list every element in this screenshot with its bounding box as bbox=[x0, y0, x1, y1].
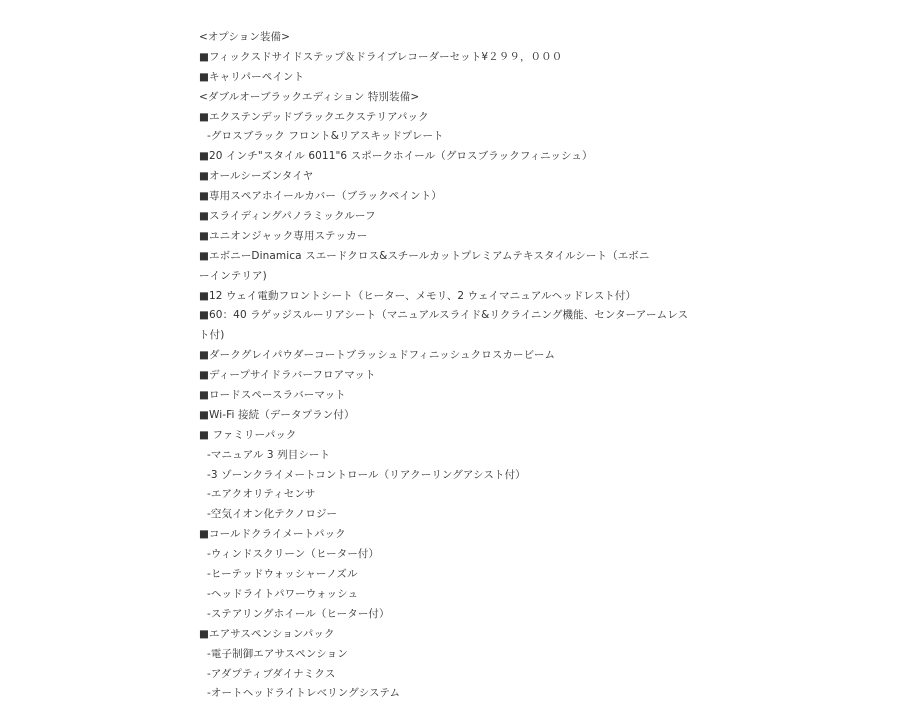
spec-sub-item: -マニュアル 3 列目シート bbox=[207, 448, 331, 461]
spec-sub-item: -エアクオリティセンサ bbox=[207, 488, 316, 501]
spec-sub-item: -グロスブラック フロント&リアスキッドプレート bbox=[207, 130, 444, 143]
spec-line: ■キャリパーペイント bbox=[199, 70, 305, 83]
spec-line: ■オールシーズンタイヤ bbox=[199, 170, 314, 183]
spec-line: ■フィックスドサイドステップ＆ドライブレコーダーセット¥２９９，０００ bbox=[199, 50, 563, 63]
spec-line: ■ロードスペースラバーマット bbox=[199, 389, 346, 402]
spec-line: ーインテリア) bbox=[199, 269, 267, 282]
spec-line: ■ディープサイドラバーフロアマット bbox=[199, 369, 376, 382]
spec-sub-item: -3 ゾーンクライメートコントロール（リアクーリングアシスト付） bbox=[207, 468, 526, 481]
spec-line: ■スライディングパノラミックルーフ bbox=[199, 210, 376, 223]
spec-line: ■エアサスペンションパック bbox=[199, 627, 335, 640]
spec-sub-item: -ヒーテッドウォッシャーノズル bbox=[207, 568, 358, 581]
spec-line: <オプション装備> bbox=[199, 31, 291, 43]
spec-sub-item: -ステアリングホイール（ヒーター付） bbox=[207, 607, 390, 620]
spec-sub-item: -オートヘッドライトレベリングシステム bbox=[207, 687, 401, 700]
spec-line: ■専用スペアホイールカバー（ブラックペイント） bbox=[199, 190, 442, 203]
equipment-spec-list bbox=[199, 28, 689, 704]
spec-line: ■20 インチ"スタイル 6011"6 スポークホイール（グロスブラックフィニッシュ） bbox=[199, 150, 593, 163]
spec-sub-item: -アダプティブダイナミクス bbox=[207, 667, 336, 680]
spec-sub-item: -電子制御エアサスペンション bbox=[207, 647, 348, 660]
spec-line: ■エクステンデッドブラックエクステリアパック bbox=[199, 110, 429, 123]
spec-sub-item: -ウィンドスクリーン（ヒーター付） bbox=[207, 548, 380, 561]
spec-sub-item: -ヘッドライトパワーウォッシュ bbox=[207, 587, 359, 600]
spec-line: ■ダークグレイパウダーコートブラッシュドフィニッシュクロスカービーム bbox=[199, 349, 556, 362]
spec-line: ト付) bbox=[199, 329, 225, 342]
spec-line: ■ユニオンジャック専用ステッカー bbox=[199, 229, 368, 242]
spec-line: ■ ファミリーパック bbox=[199, 428, 297, 441]
spec-line: ■60：40 ラゲッジスルーリアシート（マニュアルスライド&リクライニング機能、センターアームレス bbox=[199, 309, 689, 322]
spec-line: <ダブルオーブラックエディション 特別装備> bbox=[199, 90, 420, 103]
spec-line: ■12 ウェイ電動フロントシート（ヒーター、メモリ、2 ウェイマニュアルヘッドレスト付） bbox=[199, 289, 637, 302]
spec-line: ■エボニーDinamica スエードクロス&スチールカットプレミアムテキスタイルシート（エボニ bbox=[199, 249, 650, 262]
spec-line: ■Wi-Fi 接続（データプラン付） bbox=[199, 408, 355, 421]
spec-sub-item: -空気イオン化テクノロジー bbox=[207, 508, 338, 521]
spec-line: ■コールドクライメートパック bbox=[199, 528, 346, 541]
